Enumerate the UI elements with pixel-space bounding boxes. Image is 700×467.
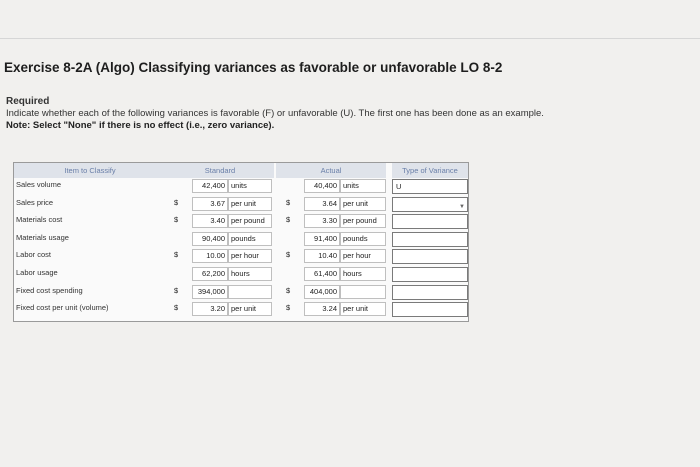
- variance-type-select[interactable]: [392, 232, 468, 247]
- table-row: [14, 178, 468, 195]
- standard-value: 3.20: [192, 302, 228, 316]
- actual-dollar-sign: $: [286, 285, 291, 295]
- standard-unit: per pound: [228, 214, 272, 228]
- actual-unit: per hour: [340, 249, 386, 263]
- variance-type-select[interactable]: [392, 197, 468, 212]
- item-label: Labor cost: [16, 250, 52, 260]
- standard-value: 3.40: [192, 214, 228, 228]
- table-row: [14, 284, 468, 301]
- standard-dollar-sign: $: [174, 285, 179, 295]
- actual-value: 3.24: [304, 302, 340, 316]
- standard-dollar-sign: $: [174, 250, 179, 260]
- table-row: [14, 266, 468, 283]
- standard-value: 394,000: [192, 285, 228, 299]
- actual-unit: per pound: [340, 214, 386, 228]
- variance-type-select[interactable]: [392, 249, 468, 264]
- actual-value: 10.40: [304, 249, 340, 263]
- actual-unit: pounds: [340, 232, 386, 246]
- header-actual: Actual: [276, 163, 386, 178]
- actual-value: 40,400: [304, 179, 340, 193]
- actual-unit: [340, 285, 386, 299]
- standard-unit: [228, 285, 272, 299]
- standard-value: 90,400: [192, 232, 228, 246]
- chevron-down-icon[interactable]: ▼: [459, 203, 465, 210]
- table-row: [14, 196, 468, 213]
- item-label: Labor usage: [16, 268, 58, 277]
- actual-value: 404,000: [304, 285, 340, 299]
- standard-value: 42,400: [192, 179, 228, 193]
- actual-value: 91,400: [304, 232, 340, 246]
- actual-unit: units: [340, 179, 386, 193]
- actual-dollar-sign: $: [286, 303, 291, 313]
- variance-type-select[interactable]: [392, 285, 468, 300]
- item-label: Sales price: [16, 197, 54, 207]
- top-divider: [0, 38, 700, 39]
- actual-value: 3.64: [304, 197, 340, 211]
- variance-type-select[interactable]: U: [392, 179, 468, 194]
- actual-unit: hours: [340, 267, 386, 281]
- table-row: [14, 213, 468, 230]
- standard-unit: per unit: [228, 197, 272, 211]
- standard-dollar-sign: $: [174, 215, 179, 225]
- note-text: Note: Select "None" if there is no effect (i.e., zero variance).: [6, 120, 275, 131]
- item-label: Fixed cost per unit (volume): [16, 303, 109, 313]
- actual-dollar-sign: $: [286, 197, 291, 207]
- item-label: Materials cost: [16, 215, 63, 225]
- actual-dollar-sign: $: [286, 215, 291, 225]
- table-row: [14, 248, 468, 265]
- standard-dollar-sign: $: [174, 197, 179, 207]
- variance-table: [13, 162, 469, 322]
- standard-unit: units: [228, 179, 272, 193]
- required-label: Required: [6, 96, 50, 107]
- table-row: [14, 301, 468, 318]
- actual-unit: per unit: [340, 197, 386, 211]
- variance-type-select[interactable]: [392, 267, 468, 282]
- actual-dollar-sign: $: [286, 250, 291, 260]
- exercise-title: Exercise 8-2A (Algo) Classifying variances as favorable or unfavorable LO 8-2: [4, 60, 503, 75]
- item-label: Materials usage: [16, 232, 69, 242]
- standard-unit: per hour: [228, 249, 272, 263]
- standard-value: 10.00: [192, 249, 228, 263]
- actual-unit: per unit: [340, 302, 386, 316]
- standard-dollar-sign: $: [174, 303, 179, 313]
- standard-unit: pounds: [228, 232, 272, 246]
- standard-unit: per unit: [228, 302, 272, 316]
- variance-type-select[interactable]: [392, 214, 468, 229]
- item-label: Fixed cost spending: [16, 285, 83, 295]
- header-type: Type of Variance: [392, 163, 468, 178]
- actual-value: 61,400: [304, 267, 340, 281]
- variance-type-select[interactable]: [392, 302, 468, 317]
- standard-value: 62,200: [192, 267, 228, 281]
- item-label: Sales volume: [16, 180, 62, 189]
- standard-unit: hours: [228, 267, 272, 281]
- header-standard: Standard: [166, 163, 274, 178]
- standard-value: 3.67: [192, 197, 228, 211]
- actual-value: 3.30: [304, 214, 340, 228]
- table-row: [14, 231, 468, 248]
- header-item: Item to Classify: [14, 163, 166, 178]
- instructions-text: Indicate whether each of the following variances is favorable (F) or unfavorable (U). The first one has been done as an example.: [6, 108, 544, 119]
